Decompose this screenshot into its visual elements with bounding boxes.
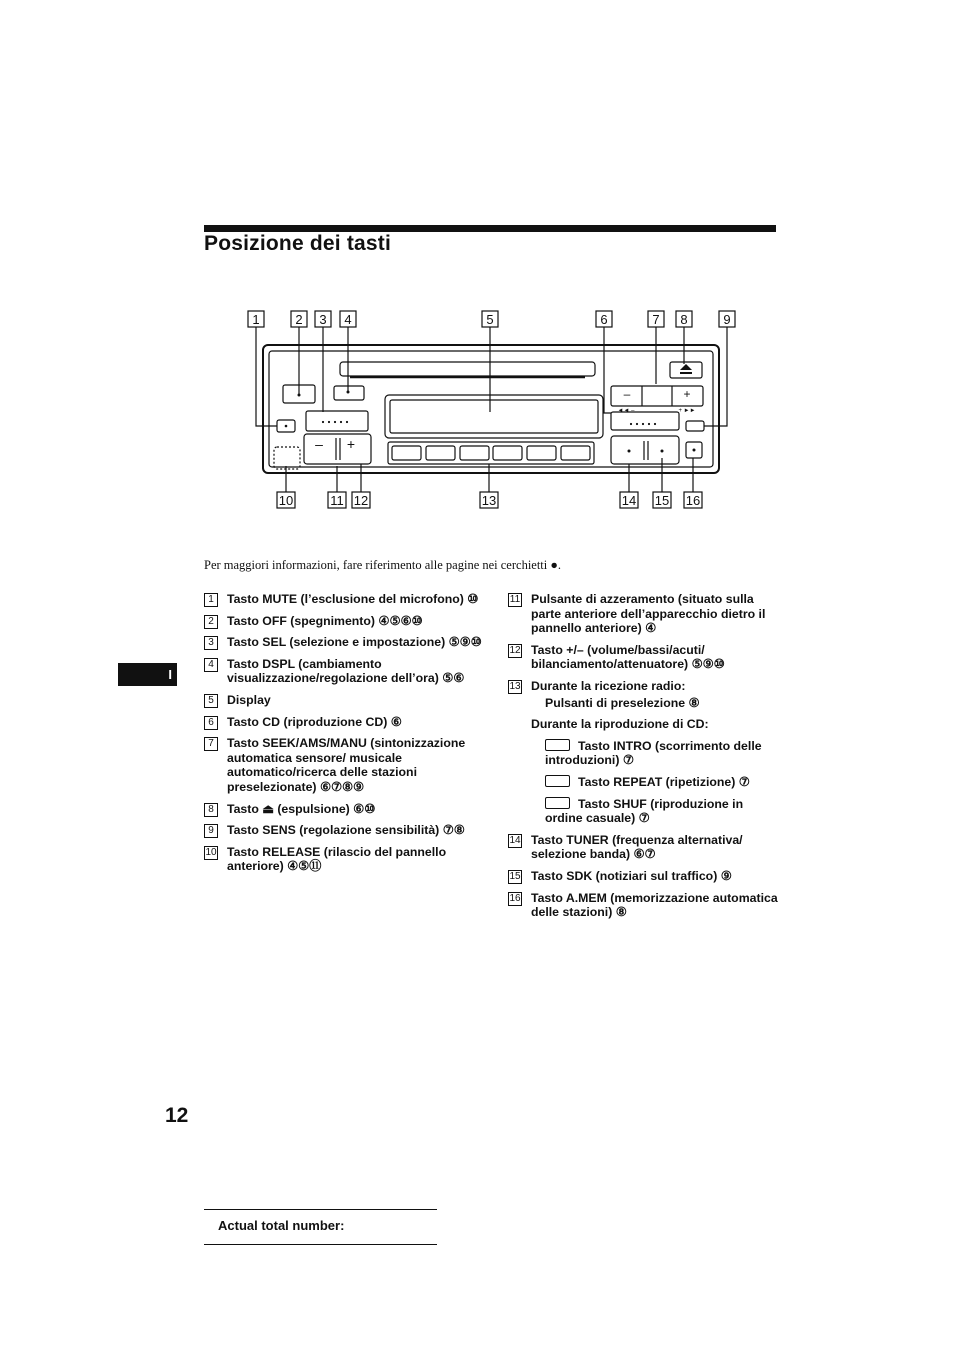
unit-outer	[263, 345, 719, 473]
sens-button	[686, 421, 704, 431]
seek-plus-label: +	[683, 387, 691, 401]
callout-9: 9	[723, 312, 731, 327]
legend-item: 16 Tasto A.MEM (memorizzazione automatica delle stazioni) ⑧	[509, 890, 778, 920]
release-button	[274, 447, 300, 469]
legend-item: 4 Tasto DSPL (cambiamento visualizzazione/regolazione dell’ora) ⑤⑥	[204, 657, 484, 686]
legend-left-column	[204, 592, 484, 881]
ff-label: + ►►	[678, 408, 696, 414]
seek-minus-label: –	[623, 387, 631, 401]
item-number: 10	[205, 846, 217, 858]
preset-button-6	[561, 446, 590, 460]
key-rect-icon	[545, 797, 570, 809]
item-number: 1	[204, 593, 218, 607]
item-number: 15	[509, 870, 521, 882]
eject-icon	[680, 364, 692, 370]
legend-item: 14 Tasto TUNER (frequenza alternativa/ selezione banda) ⑥⑦	[509, 832, 743, 862]
sel-button	[306, 411, 368, 431]
minus-label: –	[315, 436, 323, 452]
legend-item: 12 Tasto +/– (volume/bassi/acuti/ bilanciamento/attenuatore) ⑤⑨⑩	[509, 642, 725, 672]
callout-15: 15	[654, 493, 670, 508]
footer-label: Actual total number:	[218, 1218, 345, 1233]
cd-button	[611, 412, 679, 430]
callout-14: 14	[621, 493, 637, 508]
callout-6: 6	[600, 312, 608, 327]
footer-rule-bottom	[204, 1244, 437, 1245]
legend-item: 15 Tasto SDK (notiziari sul traffico) ⑨	[509, 868, 732, 883]
tuner-sdk-button	[611, 436, 679, 464]
callout-2: 2	[295, 312, 303, 327]
callout-10: 10	[278, 493, 294, 508]
legend-item: 6 Tasto CD (riproduzione CD) ⑥	[204, 715, 484, 730]
item-number: 3	[204, 636, 218, 650]
preset-button-3	[460, 446, 489, 460]
preset-button-1	[392, 446, 421, 460]
item-number: 7	[204, 737, 218, 751]
legend-item: 7 Tasto SEEK/AMS/MANU (sintonizzazione automatica sensore/ musicale automatico/ricerca delle stazioni preselezionate) ⑥⑦⑧⑨	[204, 736, 484, 794]
callout-4: 4	[344, 312, 352, 327]
legend-item: 11 Pulsante di azzeramento (situato sulla parte anteriore dell’apparecchio dietro il pannello anteriore) ④	[509, 592, 766, 636]
callout-1: 1	[252, 312, 260, 327]
shuf-button-row: Tasto SHUF (riproduzione in ordine casuale) ⑦	[545, 796, 744, 826]
intro-text: Per maggiori informazioni, fare riferimento alle pagine nei cerchietti ●.	[204, 558, 562, 572]
preset-buttons-text: Pulsanti di preselezione ⑧	[545, 695, 700, 710]
key-rect-icon	[545, 739, 570, 751]
display-window	[385, 395, 603, 438]
legend-right-column	[508, 592, 780, 927]
cd-playback-label: Durante la riproduzione di CD:	[531, 717, 709, 732]
volume-rocker	[304, 434, 371, 464]
legend-item: 8 Tasto ⏏ (espulsione) ⑥⑩	[204, 802, 484, 817]
key-rect-icon	[545, 775, 570, 787]
page-title: Posizione dei tasti	[204, 232, 392, 255]
callout-11: 11	[330, 493, 344, 508]
item-number: 16	[509, 892, 521, 904]
legend-item: 2 Tasto OFF (spegnimento) ④⑤⑥⑩	[204, 614, 484, 629]
legend-item: 13 Durante la ricezione radio:	[509, 678, 686, 693]
plus-label: +	[346, 436, 356, 452]
legend-item: 9 Tasto SENS (regolazione sensibilità) ⑦⑧	[204, 823, 484, 838]
item-number: 13	[509, 680, 521, 692]
callout-12: 12	[353, 493, 369, 508]
item-number: 4	[204, 658, 218, 672]
preset-button-2	[426, 446, 455, 460]
callout-3: 3	[319, 312, 327, 327]
item-number: 12	[509, 644, 521, 656]
intro-button-row: Tasto INTRO (scorrimento delle introduzioni) ⑦	[545, 738, 762, 768]
footer-rule-top	[204, 1209, 437, 1210]
legend-item: 10 Tasto RELEASE (rilascio del pannello anteriore) ④⑤⑪	[205, 844, 447, 874]
preset-button-5	[527, 446, 556, 460]
item-number: 5	[204, 694, 218, 708]
callout-5: 5	[486, 312, 494, 327]
rew-label: ◄◄ –	[617, 408, 635, 414]
repeat-button-row: Tasto REPEAT (ripetizione) ⑦	[508, 775, 780, 790]
item-number: 2	[204, 615, 218, 629]
preset-button-4	[493, 446, 522, 460]
page-number: 12	[165, 1104, 189, 1127]
callout-7: 7	[652, 312, 660, 327]
callout-8: 8	[680, 312, 688, 327]
item-number: 11	[509, 594, 521, 605]
item-number: 6	[204, 716, 218, 730]
callout-13: 13	[481, 493, 497, 508]
legend-item: 3 Tasto SEL (selezione e impostazione) ⑤⑨⑩	[204, 635, 484, 650]
item-number: 9	[204, 824, 218, 838]
item-number: 14	[509, 834, 521, 846]
callout-16: 16	[685, 493, 701, 508]
legend-item: 1 Tasto MUTE (l’esclusione del microfono) ⑩	[204, 592, 484, 607]
cd-slot	[340, 362, 595, 376]
language-tab: I	[118, 663, 177, 686]
legend-item: 5 Display	[204, 693, 484, 708]
front-panel-diagram	[230, 300, 750, 525]
item-number: 8	[204, 803, 218, 817]
header-rule	[204, 225, 776, 232]
